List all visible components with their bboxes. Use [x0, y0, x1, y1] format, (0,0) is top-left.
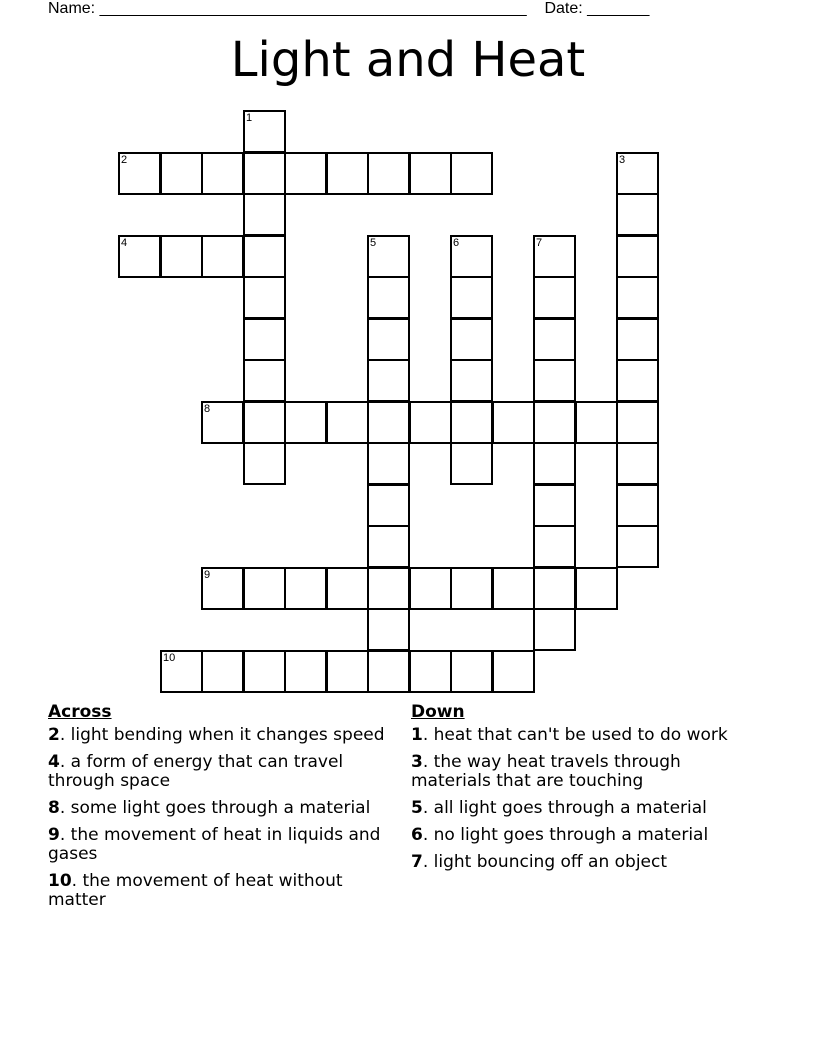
clue-number: 3 — [411, 752, 423, 772]
cell-number: 3 — [619, 154, 626, 166]
cell-number: 8 — [204, 403, 211, 415]
clue-text: . the movement of heat in liquids and gases — [48, 825, 381, 864]
grid-cell[interactable] — [533, 276, 576, 319]
grid-cell[interactable] — [533, 608, 576, 651]
grid-cell[interactable] — [118, 152, 161, 195]
grid-cell[interactable] — [201, 650, 244, 693]
clue-text: . some light goes through a material — [59, 798, 371, 818]
grid-cell[interactable] — [326, 401, 369, 444]
clue-number: 8 — [48, 798, 60, 818]
grid-cell[interactable] — [284, 567, 327, 610]
grid-cell[interactable] — [409, 567, 452, 610]
grid-cell[interactable] — [450, 401, 493, 444]
clue-down-3 — [411, 753, 761, 791]
clue-text: . no light goes through a material — [422, 825, 709, 845]
grid-cell[interactable] — [160, 235, 203, 278]
down-clues — [411, 703, 761, 880]
grid-cell[interactable] — [575, 567, 618, 610]
clue-text: . light bending when it changes speed — [59, 725, 385, 745]
grid-cell[interactable] — [533, 359, 576, 402]
clue-number: 6 — [411, 825, 423, 845]
grid-cell[interactable] — [533, 318, 576, 361]
cell-number: 5 — [370, 237, 377, 249]
grid-cell[interactable] — [367, 525, 410, 568]
clue-text: . the movement of heat without matter — [48, 871, 343, 910]
grid-cell[interactable] — [201, 152, 244, 195]
grid-cell[interactable] — [367, 484, 410, 527]
grid-cell[interactable] — [409, 152, 452, 195]
clue-across-4 — [48, 753, 388, 791]
clue-across-2 — [48, 726, 388, 745]
clue-number: 7 — [411, 852, 423, 872]
grid-cell[interactable] — [367, 235, 410, 278]
grid-cell[interactable] — [243, 193, 286, 236]
grid-cell[interactable] — [243, 359, 286, 402]
grid-cell[interactable] — [201, 567, 244, 610]
cell-number: 1 — [246, 112, 253, 124]
grid-cell[interactable] — [326, 152, 369, 195]
grid-cell[interactable] — [326, 567, 369, 610]
clue-number: 5 — [411, 798, 423, 818]
grid-cell[interactable] — [533, 401, 576, 444]
grid-cell[interactable] — [243, 110, 286, 153]
grid-cell[interactable] — [243, 318, 286, 361]
cell-number: 2 — [121, 154, 128, 166]
clue-down-6 — [411, 826, 761, 845]
grid-cell[interactable] — [450, 235, 493, 278]
grid-cell[interactable] — [450, 650, 493, 693]
grid-cell[interactable] — [160, 152, 203, 195]
grid-cell[interactable] — [326, 650, 369, 693]
grid-cell[interactable] — [533, 567, 576, 610]
cell-number: 10 — [163, 652, 176, 664]
grid-cell[interactable] — [367, 401, 410, 444]
grid-cell[interactable] — [616, 442, 659, 485]
clue-down-7 — [411, 853, 761, 872]
grid-cell[interactable] — [367, 567, 410, 610]
clue-number: 9 — [48, 825, 60, 845]
grid-cell[interactable] — [492, 401, 535, 444]
across-clues — [48, 703, 388, 918]
clue-down-1 — [411, 726, 761, 745]
clue-number: 1 — [411, 725, 423, 745]
cell-number: 7 — [536, 237, 543, 249]
grid-cell[interactable] — [616, 193, 659, 236]
grid-cell[interactable] — [450, 152, 493, 195]
grid-cell[interactable] — [616, 359, 659, 402]
grid-cell[interactable] — [450, 276, 493, 319]
grid-cell[interactable] — [367, 152, 410, 195]
across-heading: Across — [48, 702, 112, 722]
grid-cell[interactable] — [616, 525, 659, 568]
grid-cell[interactable] — [243, 442, 286, 485]
grid-cell[interactable] — [450, 318, 493, 361]
grid-cell[interactable] — [243, 401, 286, 444]
grid-cell[interactable] — [284, 650, 327, 693]
clue-down-5 — [411, 799, 761, 818]
grid-cell[interactable] — [243, 276, 286, 319]
clue-text: . light bouncing off an object — [422, 852, 668, 872]
grid-cell[interactable] — [367, 650, 410, 693]
grid-cell[interactable] — [243, 152, 286, 195]
grid-cell[interactable] — [201, 401, 244, 444]
clue-number: 10 — [48, 871, 72, 891]
grid-cell[interactable] — [367, 276, 410, 319]
clue-text: . heat that can't be used to do work — [422, 725, 728, 745]
grid-cell[interactable] — [243, 235, 286, 278]
grid-cell[interactable] — [616, 318, 659, 361]
clue-text: . all light goes through a material — [422, 798, 707, 818]
grid-cell[interactable] — [616, 152, 659, 195]
clue-number: 4 — [48, 752, 60, 772]
grid-cell[interactable] — [616, 484, 659, 527]
grid-cell[interactable] — [284, 401, 327, 444]
grid-cell[interactable] — [616, 401, 659, 444]
grid-cell[interactable] — [616, 235, 659, 278]
grid-cell[interactable] — [367, 359, 410, 402]
clue-text: . the way heat travels through materials that are touching — [411, 752, 681, 791]
grid-cell[interactable] — [533, 484, 576, 527]
grid-cell[interactable] — [616, 276, 659, 319]
grid-cell[interactable] — [575, 401, 618, 444]
grid-cell[interactable] — [492, 650, 535, 693]
clue-across-9 — [48, 826, 388, 864]
grid-cell[interactable] — [201, 235, 244, 278]
grid-cell[interactable] — [409, 401, 452, 444]
grid-cell[interactable] — [367, 608, 410, 651]
page-title: Light and Heat — [230, 32, 586, 88]
cell-number: 4 — [121, 237, 128, 249]
grid-cell[interactable] — [533, 442, 576, 485]
grid-cell[interactable] — [450, 567, 493, 610]
grid-cell[interactable] — [533, 525, 576, 568]
grid-cell[interactable] — [243, 650, 286, 693]
cell-number: 6 — [453, 237, 460, 249]
clue-across-8 — [48, 799, 388, 818]
grid-cell[interactable] — [118, 235, 161, 278]
grid-cell[interactable] — [367, 318, 410, 361]
grid-cell[interactable] — [450, 442, 493, 485]
clue-number: 2 — [48, 725, 60, 745]
grid-cell[interactable] — [409, 650, 452, 693]
down-heading: Down — [411, 702, 465, 722]
cell-number: 9 — [204, 569, 211, 581]
grid-cell[interactable] — [450, 359, 493, 402]
clue-across-10 — [48, 872, 388, 910]
grid-cell[interactable] — [367, 442, 410, 485]
grid-cell[interactable] — [243, 567, 286, 610]
grid-cell[interactable] — [284, 152, 327, 195]
clue-text: . a form of energy that can travel through space — [48, 752, 344, 791]
grid-cell[interactable] — [533, 235, 576, 278]
grid-cell[interactable] — [492, 567, 535, 610]
name-date-line: Name: ________________________________________________ Date: _______ — [48, 0, 650, 17]
grid-cell[interactable] — [160, 650, 203, 693]
